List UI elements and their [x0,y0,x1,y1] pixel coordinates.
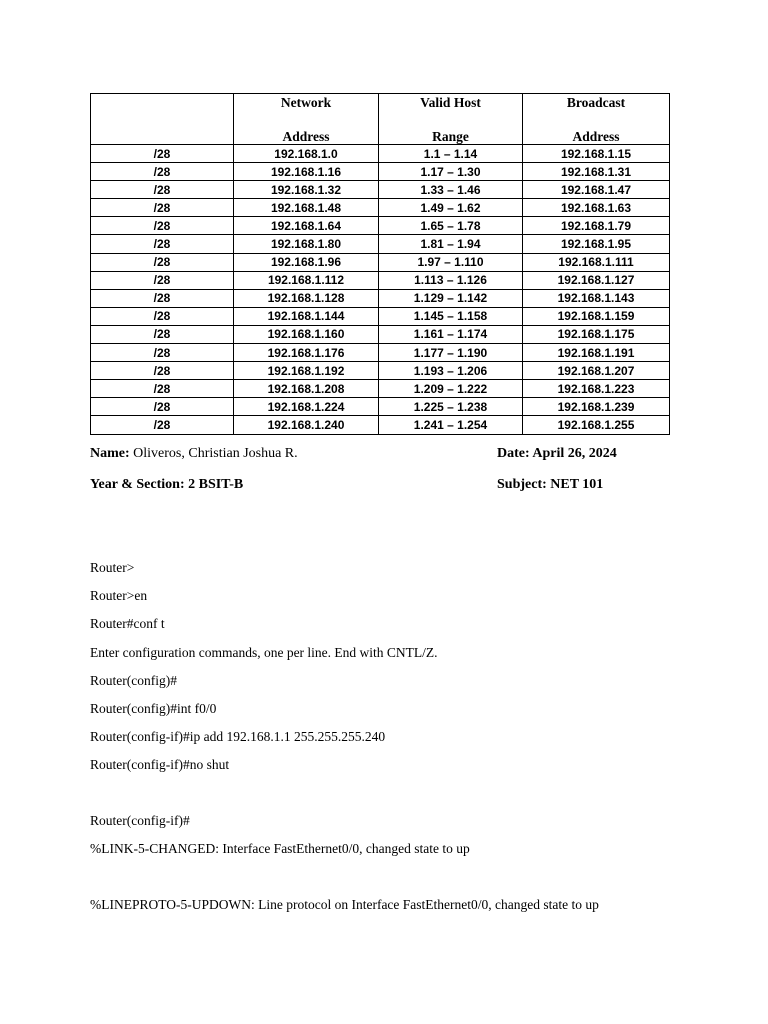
header-valid-host-line2: Range [432,129,469,144]
cell-network-address: 192.168.1.144 [234,307,379,325]
date [497,446,617,462]
cell-valid-host-range: 1.145 – 1.158 [379,307,523,325]
cell-broadcast-address: 192.168.1.239 [523,398,670,416]
cell-broadcast-address: 192.168.1.255 [523,416,670,434]
command-line: Router>en [90,588,148,603]
subject-label: Subject: NET 101 [497,477,604,492]
cell-broadcast-address: 192.168.1.95 [523,235,670,253]
cell-prefix: /28 [91,362,234,380]
command-line: %LINEPROTO-5-UPDOWN: Line protocol on Interface FastEthernet0/0, changed state to up [90,897,599,912]
cell-valid-host-range: 1.161 – 1.174 [379,325,523,343]
cell-network-address: 192.168.1.240 [234,416,379,434]
cell-broadcast-address: 192.168.1.111 [523,253,670,271]
cell-valid-host-range: 1.129 – 1.142 [379,289,523,307]
table-row [91,362,670,380]
subnet-table [90,93,670,435]
cell-network-address: 192.168.1.208 [234,380,379,398]
command-line: Router#conf t [90,616,165,631]
table-row [91,199,670,217]
cell-broadcast-address: 192.168.1.175 [523,325,670,343]
header-broadcast-line2: Address [572,129,620,144]
table-row [91,325,670,343]
table-row [91,344,670,362]
cell-prefix: /28 [91,235,234,253]
table-row [91,307,670,325]
subject [497,477,603,493]
cell-broadcast-address: 192.168.1.143 [523,289,670,307]
cell-valid-host-range: 1.177 – 1.190 [379,344,523,362]
cell-valid-host-range: 1.193 – 1.206 [379,362,523,380]
command-line: Router(config-if)#ip add 192.168.1.1 255.255.255.240 [90,729,386,744]
cell-valid-host-range: 1.241 – 1.254 [379,416,523,434]
cell-network-address: 192.168.1.80 [234,235,379,253]
cell-network-address: 192.168.1.112 [234,271,379,289]
cell-broadcast-address: 192.168.1.47 [523,181,670,199]
name-value: Oliveros, Christian Joshua R. [133,446,298,461]
cell-network-address: 192.168.1.48 [234,199,379,217]
command-line: Router(config)#int f0/0 [90,701,217,716]
table-row [91,181,670,199]
cell-network-address: 192.168.1.128 [234,289,379,307]
header-network-address [234,94,379,145]
header-valid-host-range [379,94,523,145]
command-line: Router(config)# [90,673,177,688]
cell-valid-host-range: 1.113 – 1.126 [379,271,523,289]
cell-broadcast-address: 192.168.1.207 [523,362,670,380]
cell-valid-host-range: 1.225 – 1.238 [379,398,523,416]
cell-prefix: /28 [91,145,234,163]
cell-prefix: /28 [91,344,234,362]
cell-prefix: /28 [91,398,234,416]
cell-valid-host-range: 1.1 – 1.14 [379,145,523,163]
cell-broadcast-address: 192.168.1.223 [523,380,670,398]
cell-network-address: 192.168.1.32 [234,181,379,199]
table-row [91,271,670,289]
header-prefix [91,94,234,145]
cell-network-address: 192.168.1.0 [234,145,379,163]
cell-valid-host-range: 1.33 – 1.46 [379,181,523,199]
header-network-line2: Address [282,129,330,144]
cell-prefix: /28 [91,217,234,235]
command-line: Enter configuration commands, one per line. End with CNTL/Z. [90,645,438,660]
table-row [91,380,670,398]
cell-broadcast-address: 192.168.1.191 [523,344,670,362]
cell-valid-host-range: 1.17 – 1.30 [379,163,523,181]
table-row [91,235,670,253]
cell-network-address: 192.168.1.64 [234,217,379,235]
cell-network-address: 192.168.1.16 [234,163,379,181]
cell-prefix: /28 [91,271,234,289]
cell-valid-host-range: 1.209 – 1.222 [379,380,523,398]
name-label: Name: [90,446,130,461]
table-body [91,145,670,435]
table-row [91,416,670,434]
cell-broadcast-address: 192.168.1.159 [523,307,670,325]
date-label: Date: April 26, 2024 [497,446,617,461]
table-row [91,253,670,271]
table-row [91,145,670,163]
cell-prefix: /28 [91,307,234,325]
cell-prefix: /28 [91,181,234,199]
command-line: %LINK-5-CHANGED: Interface FastEthernet0/0, changed state to up [90,841,470,856]
cell-valid-host-range: 1.49 – 1.62 [379,199,523,217]
cell-network-address: 192.168.1.224 [234,398,379,416]
header-valid-host-line1: Valid Host [420,95,481,110]
cell-prefix: /28 [91,289,234,307]
section-label: Year & Section: 2 BSIT-B [90,477,244,492]
command-line: Router(config-if)# [90,813,190,828]
table-row [91,289,670,307]
student-name [90,446,298,462]
table-row [91,163,670,181]
cell-broadcast-address: 192.168.1.79 [523,217,670,235]
cell-valid-host-range: 1.81 – 1.94 [379,235,523,253]
cell-valid-host-range: 1.97 – 1.110 [379,253,523,271]
year-section [90,477,243,493]
cell-network-address: 192.168.1.192 [234,362,379,380]
table-row [91,217,670,235]
cell-broadcast-address: 192.168.1.63 [523,199,670,217]
table-header-row [91,94,670,145]
cell-prefix: /28 [91,380,234,398]
table-row [91,398,670,416]
cell-broadcast-address: 192.168.1.127 [523,271,670,289]
cell-prefix: /28 [91,163,234,181]
header-broadcast-line1: Broadcast [566,95,626,110]
header-network-line1: Network [280,95,332,110]
cell-broadcast-address: 192.168.1.31 [523,163,670,181]
cell-valid-host-range: 1.65 – 1.78 [379,217,523,235]
cell-prefix: /28 [91,325,234,343]
header-broadcast-address [523,94,670,145]
cell-prefix: /28 [91,416,234,434]
cell-prefix: /28 [91,199,234,217]
cell-network-address: 192.168.1.160 [234,325,379,343]
command-line: Router(config-if)#no shut [90,757,230,772]
cell-broadcast-address: 192.168.1.15 [523,145,670,163]
cell-prefix: /28 [91,253,234,271]
cell-network-address: 192.168.1.176 [234,344,379,362]
command-line: Router> [90,560,135,575]
cell-network-address: 192.168.1.96 [234,253,379,271]
